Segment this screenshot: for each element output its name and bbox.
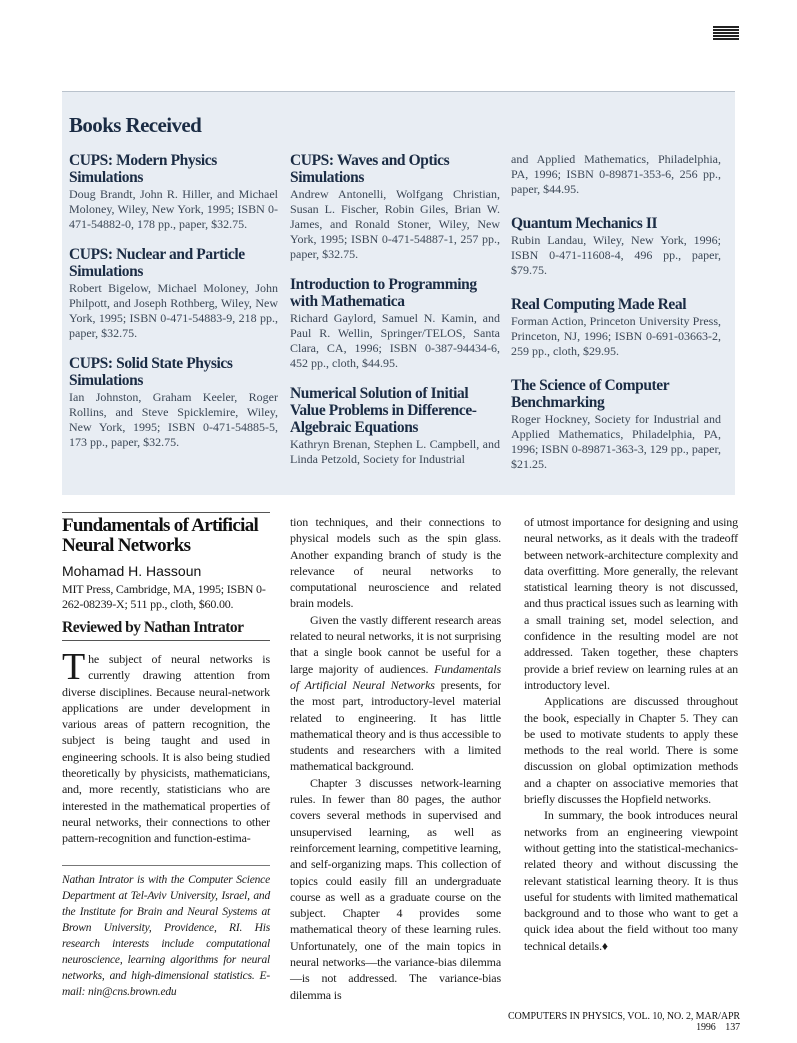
book-info: Doug Brandt, John R. Hiller, and Michael Moloney, Wiley, New York, 1995; ISBN 0-471-54882-0, 178 pp., paper, $32.75. — [69, 187, 278, 231]
books-received-heading: Books Received — [69, 113, 202, 137]
review-paragraph-text: presents, for the most part, introductory-level material related to engineering. It has little mathematical theory and is thus accessible to students and researchers with a limited mathematical background. — [290, 677, 502, 774]
book-info: Rubin Landau, Wiley, New York, 1996; ISBN 0-471-11608-4, 496 pp., paper, $79.75. — [511, 233, 721, 277]
review-paragraph — [62, 646, 270, 847]
books-column-1 — [69, 152, 278, 464]
book-title: Real Computing Made Real — [511, 296, 687, 313]
book-entry — [290, 385, 500, 467]
reviewed-by: Reviewed by Nathan Intrator — [62, 619, 270, 641]
books-column-3 — [511, 152, 721, 486]
drop-cap: T — [62, 646, 86, 688]
review-column-3 — [524, 514, 738, 954]
review-column-1 — [62, 512, 270, 1000]
review-paragraph: Applications are discussed throughout the book, especially in Chapter 5. They can be used to motivate students to apply these methods to the real world. There is some discussion on global optimization methods and a chapter on associative memories that briefly discusses the Hopfield networks. — [524, 694, 738, 807]
review-column-2 — [290, 514, 501, 1003]
review-paragraph-text: Given the vastly different research areas related to neural networks, it is not surprising that a single book cannot be useful for a large majority of audiences. — [290, 612, 501, 676]
journal-citation: COMPUTERS IN PHYSICS, VOL. 10, NO. 2, MAR/APR 1996 — [507, 1011, 740, 1033]
book-title: Numerical Solution of Initial Value Problems in Difference-Algebraic Equations — [290, 385, 477, 436]
book-entry — [69, 355, 278, 450]
book-info: Richard Gaylord, Samuel N. Kamin, and Paul R. Wellin, Springer/TELOS, Santa Clara, CA, 1996; ISBN 0-387-94434-6, 452 pp., cloth, $44.95. — [290, 311, 500, 370]
book-info: Forman Action, Princeton University Press, Princeton, NJ, 1996; ISBN 0-691-03663-2, 259 pp., cloth, $29.95. — [511, 314, 721, 358]
page-footer — [470, 1011, 740, 1033]
book-title-italic: Fundamentals of Artificial Neural Networks — [290, 661, 501, 692]
review-paragraph: In summary, the book introduces neural networks from an engineering viewpoint without getting into the statistical-mechanics-related theory and without discussing the relevant statistical learning theory. It is thus useful for students with limited mathematical background and to those who want to get a quick idea about the field without too many technical details.♦ — [524, 808, 738, 953]
page-number: 137 — [725, 1022, 740, 1033]
review-paragraph: of utmost importance for designing and using neural networks, as it deals with the tradeoff between network-architecture complexity and data overfitting. More generally, the relevant statistical learning theory is not discussed, and thus practical issues such as learning with a small training set, model selection, and confidence in the resulting model are not addressed. Taken together, these chapters provide a brief review on learning rules at an introductory level. — [524, 515, 738, 692]
book-entry — [290, 276, 500, 371]
book-title: The Science of Computer Benchmarking — [511, 377, 669, 411]
book-title: CUPS: Waves and Optics Simulations — [290, 152, 450, 186]
review-paragraph: tion techniques, and their connections to physical models such as the spin glass. Another expanding branch of study is the relevance of neural networks to computational neuroscience and related brain models. — [290, 515, 501, 611]
book-title: CUPS: Modern Physics Simulations — [69, 152, 217, 186]
book-info: Ian Johnston, Graham Keeler, Roger Rollins, and Steve Spicklemire, Wiley, New York, 1995; ISBN 0-471-54885-5, 173 pp., paper, $32.75. — [69, 390, 278, 449]
book-info-continuation: and Applied Mathematics, Philadelphia, PA, 1996; ISBN 0-89871-353-6, 256 pp., paper, $44.95. — [511, 152, 721, 196]
book-entry — [69, 246, 278, 341]
book-title: CUPS: Solid State Physics Simulations — [69, 355, 233, 389]
review-title: Fundamentals of Artificial Neural Networks — [62, 515, 259, 556]
book-title: Introduction to Programming with Mathematica — [290, 276, 477, 310]
book-info: Andrew Antonelli, Wolfgang Christian, Susan L. Fischer, Robin Giles, Brian W. James, and Ronald Stoner, Wiley, New York, 1995; ISBN 0-471-54887-1, 257 pp., paper, $32.75. — [290, 187, 500, 261]
books-column-2 — [290, 152, 500, 481]
corner-bars-icon — [713, 26, 739, 41]
book-entry — [511, 296, 721, 359]
book-entry — [511, 377, 721, 472]
book-info: Robert Bigelow, Michael Moloney, John Philpott, and Joseph Rothberg, Wiley, New York, 1995; ISBN 0-471-54883-9, 218 pp., paper, $32.75. — [69, 281, 278, 340]
book-entry — [290, 152, 500, 262]
review-paragraph-text: he subject of neural networks is currently drawing attention from diverse disciplines. Because neural-network applications are under development in various areas of pattern recognition, the subject is being taught and used in engineering schools. It is also being studied theoretically by physicists, mathematicians, and, more recently, statisticians who are interested in the mathematical properties of neural networks, their connections to other pattern-recognition and function-estima- — [62, 652, 270, 846]
book-info: Kathryn Brenan, Stephen L. Campbell, and Linda Petzold, Society for Industrial — [290, 437, 500, 466]
note-rule — [62, 865, 270, 866]
book-entry — [511, 215, 721, 278]
review-book-author: Mohamad H. Hassoun — [62, 563, 202, 579]
review-paragraph: Chapter 3 discusses network-learning rules. In fewer than 80 pages, the author covers several methods in supervised and unsupervised learning, as well as reinforcement learning, competitive learning, and self-organizing maps. This collection of topics could easily fill an undergraduate course as well as a graduate course on the subject. Chapter 4 provides some mathematical theory of these learning rules. Unfortunately, one of the main topics in neural networks—the variance-bias dilemma—is not addressed. The variance-bias dilemma is — [290, 775, 501, 1002]
book-info: Roger Hockney, Society for Industrial and Applied Mathematics, Philadelphia, PA, 1996; ISBN 0-89871-363-3, 129 pp., paper, $21.25. — [511, 412, 721, 471]
review-paragraph — [290, 612, 501, 775]
book-entry — [69, 152, 278, 232]
book-title: CUPS: Nuclear and Particle Simulations — [69, 246, 245, 280]
review-publication-info: MIT Press, Cambridge, MA, 1995; ISBN 0-262-08239-X; 511 pp., cloth, $60.00. — [62, 582, 266, 611]
book-title: Quantum Mechanics II — [511, 215, 658, 232]
author-note: Nathan Intrator is with the Computer Science Department at Tel-Aviv University, Israel, and the Institute for Brain and Neural Systems at Brown University, Providence, RI. His research interests include computational neuroscience, learning algorithms for neural networks, and high-dimensional statistics. E-mail: nin@cns.brown.edu — [62, 873, 270, 998]
title-rule — [62, 512, 270, 513]
